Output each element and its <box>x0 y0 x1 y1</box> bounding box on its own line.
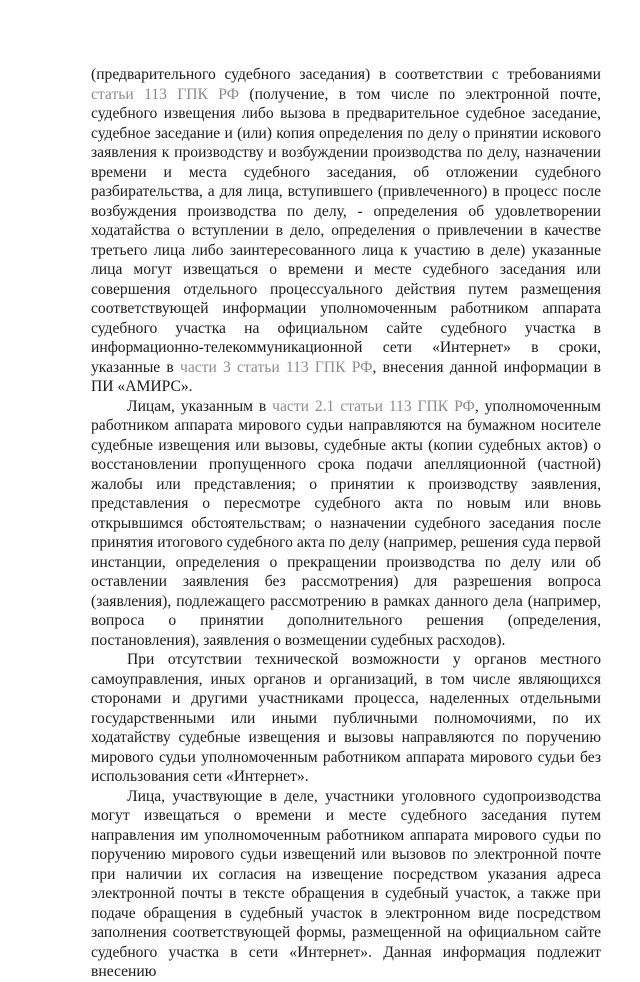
paragraph-1-text: (получение, в том числе по электронной почте, судебного извещения либо вызова в предварительное судебное заседание, судебное заседание и (или) копия определения по делу о принятии искового заявления к производству и возбуждении производства по делу, назначении времени и места судебного заседания, об отложении судебного разбирательства, а для лица, вступившего (привлеченного) в процесс после возбуждения производства по делу, - определения об удовлетворении ходатайства о вступлении в дело, определения о привлечении в качестве третьего лица либо заинтересованного лица к участию в деле) указанные лица могут извещаться о времени и месте судебного заседания или совершения отдельного процессуального действия путем размещения соответствующей информации уполномоченным работником аппарата судебного участка на официальном сайте судебного участка в информационно-телекоммуникационной сети «Интернет» в сроки, указанные в <box>91 85 601 376</box>
document-body <box>91 65 601 982</box>
paragraph-2 <box>91 397 601 651</box>
paragraph-3 <box>91 650 601 787</box>
paragraph-2-text: Лицам, указанным в <box>127 397 273 415</box>
paragraph-3-text: При отсутствии технической возможности у органов местного самоуправления, иных органов и организаций, в том числе являющихся сторонами и другими участниками процесса, наделенных отдельными государственными или иными публичными полномочиями, по их ходатайству судебные извещения и вызовы направляются по поручению мирового судьи уполномоченным работником аппарата мирового судьи без использования сети «Интернет». <box>91 651 601 785</box>
law-reference-link[interactable]: статьи 113 ГПК РФ <box>91 85 240 103</box>
paragraph-4 <box>91 787 601 982</box>
paragraph-1-text: , внесения данной информации в ПИ «АМИРС». <box>91 358 602 395</box>
paragraph-2-text: , уполномоченным работником аппарата мирового судьи направляются на бумажном носителе судебные извещения или вызовы, судебные акты (копии судебных актов) о восстановлении пропущенного срока подачи апелляционной (частной) жалобы или представления; о принятии к производству заявления, представления о пересмотре судебного акта по новым или вновь открывшимся обстоятельствам; о назначении судебного заседания после принятия итогового судебного акта по делу (например, решения суда первой инстанции, определения о прекращении производства по делу или об оставлении заявления без рассмотрения) для разрешения вопроса (заявления), подлежащего рассмотрению в рамках данного дела (например, вопроса о принятии дополнительного решения (определения, постановления), заявления о возмещении судебных расходов). <box>91 397 602 649</box>
law-reference-link[interactable]: части 2.1 статьи 113 ГПК РФ <box>272 397 475 415</box>
paragraph-4-text: Лица, участвующие в деле, участники уголовного судопроизводства могут извещаться о времени и месте судебного заседания путем направления им уполномоченным работником аппарата мирового судьи по поручению мирового судьи извещений или вызовов по электронной почте при наличии их согласия на извещение посредством указания адреса электронной почты в тексте обращения в судебный участок, а также при подаче обращения в судебный участок в электронном виде посредством заполнения соответствующей формы, размещенной на официальном сайте судебного участка в сети «Интернет». Данная информация подлежит внесению <box>91 787 601 980</box>
law-reference-link[interactable]: части 3 статьи 113 ГПК РФ <box>179 358 373 376</box>
paragraph-1 <box>91 65 601 397</box>
paragraph-1-text: (предварительного судебного заседания) в соответствии с требованиями <box>91 66 601 83</box>
